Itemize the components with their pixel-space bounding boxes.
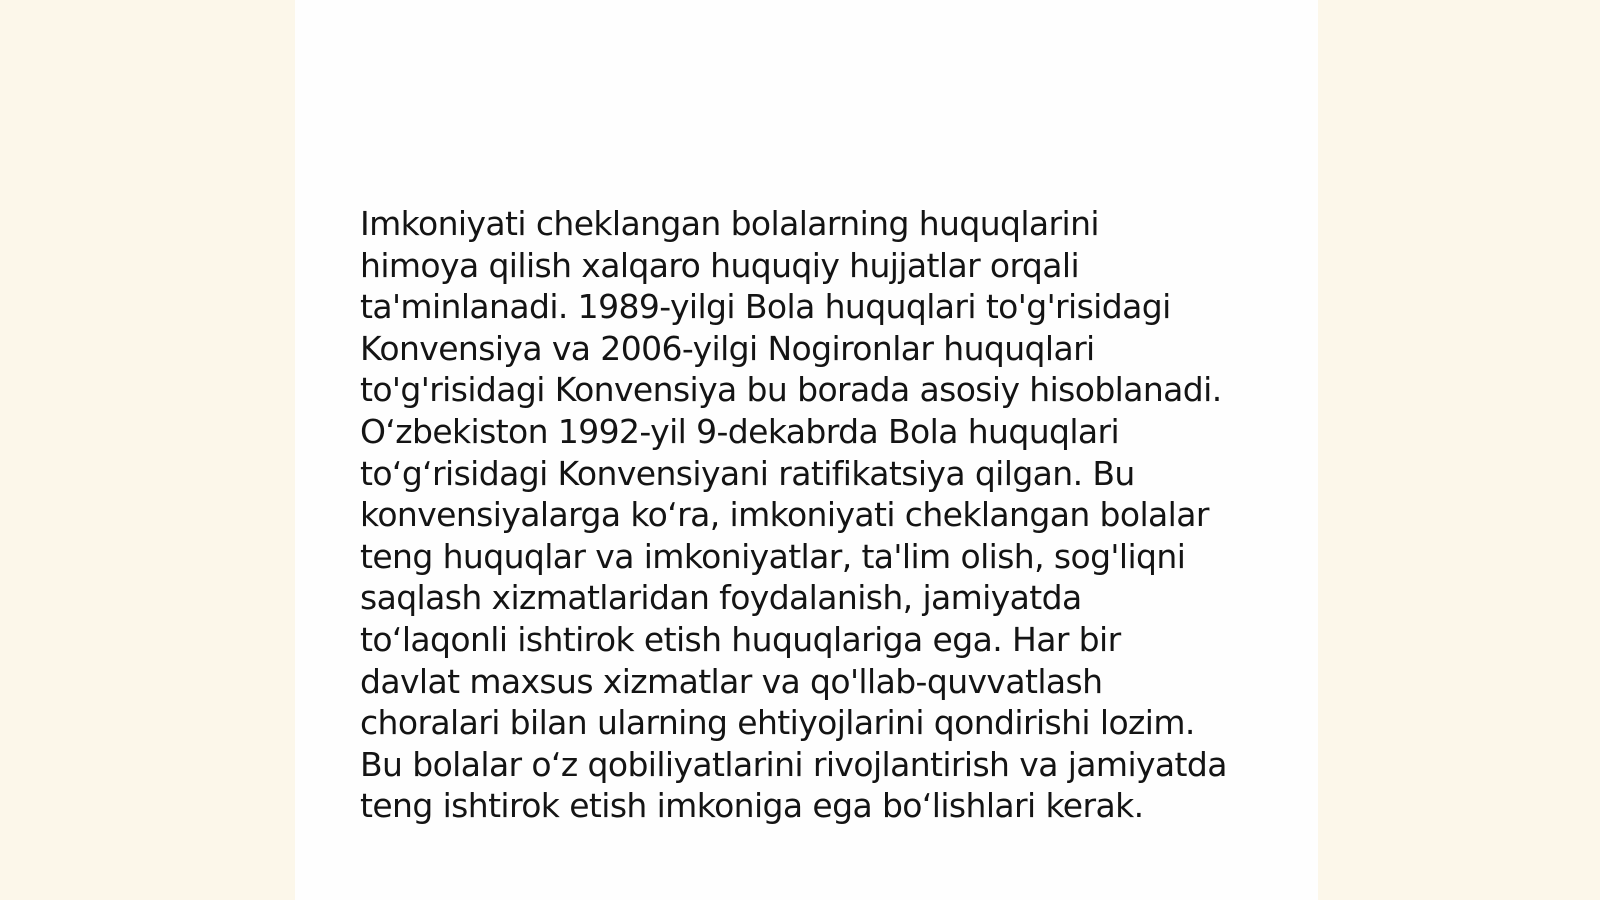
left-background — [0, 0, 295, 900]
body-paragraph: Imkoniyati cheklangan bolalarning huquqlarini himoya qilish xalqaro huquqiy hujjatlar orqali ta'minlanadi. 1989-yilgi Bola huquqlari to'g'risidagi Konvensiya va 2006-yilgi Nogironlar huquqlari to'g'risidagi Konvensiya bu borada asosiy hisoblanadi. Oʻzbekiston 1992-yil 9-dekabrda Bola huquqlari toʻgʻrisidagi Konvensiyani ratifikatsiya qilgan. Bu konvensiyalarga koʻra, imkoniyati cheklangan bolalar teng huquqlar va imkoniyatlar, ta'lim olish, sog'liqni saqlash xizmatlaridan foydalanish, jamiyatda toʻlaqonli ishtirok etish huquqlariga ega. Har bir davlat maxsus xizmatlar va qo'llab-quvvatlash choralari bilan ularning ehtiyojlarini qondirishi lozim. Bu bolalar oʻz qobiliyatlarini rivojlantirish va jamiyatda teng ishtirok etish imkoniga ega boʻlishlari kerak. — [360, 204, 1227, 826]
document-page — [295, 0, 1318, 900]
right-background — [1318, 0, 1600, 900]
